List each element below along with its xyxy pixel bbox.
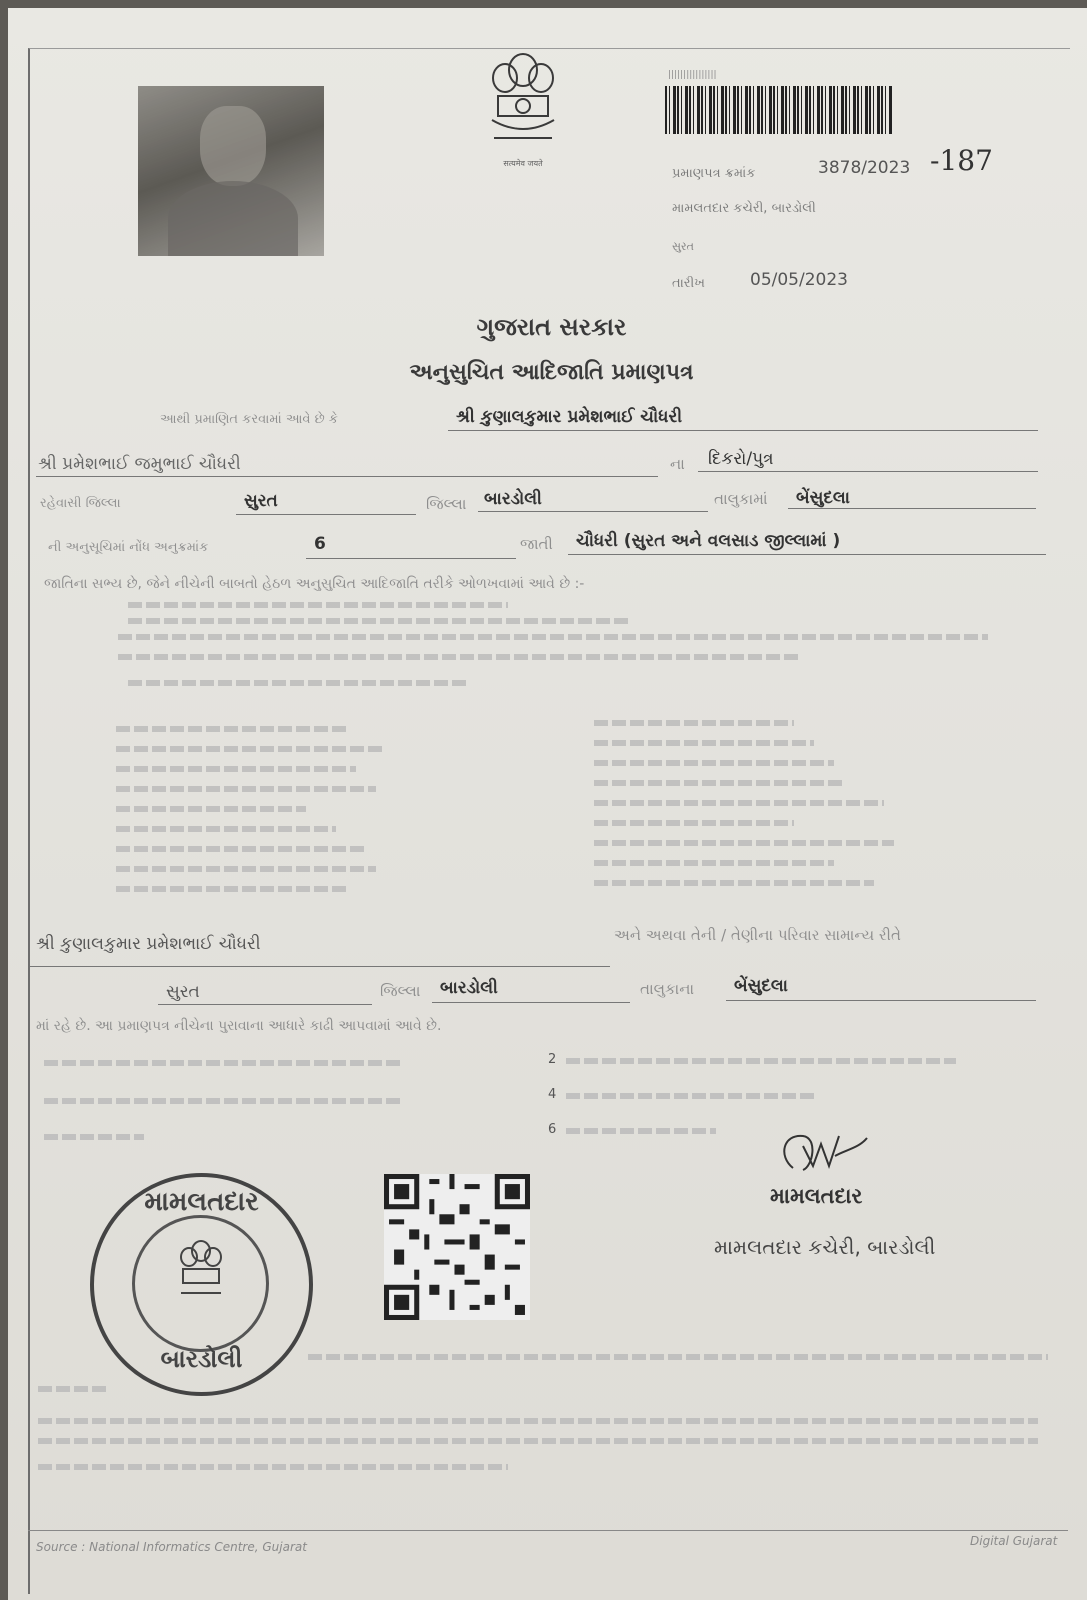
taluka-value-2: બારડોલી (440, 978, 498, 998)
family-text: અને અથવા તેની / તેણીના પરિવાર સામાન્ય રીતે (614, 926, 901, 944)
national-emblem-icon (478, 48, 568, 178)
village-label: તાલુકામાં (714, 490, 768, 508)
cert-no-label: પ્રમાણપત્ર ક્રમાંક (672, 166, 756, 181)
district-label: રહેવાસી જિલ્લા (40, 496, 121, 511)
issue-date: 05/05/2023 (750, 270, 848, 290)
doc-item-2: 4 (548, 1087, 557, 1102)
signatory-title: મામલતદાર (770, 1184, 863, 1208)
official-seal: મામલતદાર બારડોલી (90, 1173, 313, 1396)
signature-mark (773, 1126, 873, 1186)
village-value: બેંસુદલા (796, 488, 850, 508)
barcode-number: |||||||||||||||| (668, 70, 717, 80)
entry-no: 6 (314, 534, 326, 554)
footer-brand: Digital Gujarat (970, 1534, 1058, 1548)
village-value-2: બેંસુદલા (734, 976, 788, 996)
tribe-label: જાતી (520, 535, 553, 553)
relation-label: ના (670, 455, 685, 473)
doc-item-3: 6 (548, 1122, 557, 1137)
date-label: તારીખ (672, 276, 705, 291)
recognition-text: જાતિના સભ્ય છે, જેને નીચેની બાબતો હેઠળ અનુસુચિત આદિજાતિ તરીકે ઓળખવામાં આવે છે :- (44, 576, 585, 592)
seal-emblem-icon (171, 1237, 231, 1317)
tribe-value: ચૌધરી (સુરત અને વલસાડ જીલ્લામાં ) (576, 531, 841, 551)
taluka-label: જિલ્લા (426, 495, 467, 513)
father-name: શ્રી પ્રમેશભાઈ જમુભાઈ ચૌધરી (38, 454, 241, 474)
applicant-photo (138, 86, 324, 256)
barcode (665, 86, 893, 134)
cert-suffix-handwritten: -187 (930, 144, 993, 177)
svg-text:सत्यमेव जयते: सत्यमेव जयते (503, 159, 543, 168)
header-office: મામલતદાર કચેરી, બારડોલી (672, 201, 816, 216)
qr-code (384, 1174, 530, 1320)
doc-item-1: 2 (548, 1052, 557, 1067)
village-label-2: તાલુકાના (640, 980, 695, 998)
holder-name: શ્રી કુણાલકુમાર પ્રમેશભાઈ ચૌધરી (456, 407, 683, 427)
intro-text: આથી પ્રમાણિત કરવામાં આવે છે કે (160, 412, 338, 427)
holder-name-2: શ્રી કુણાલકુમાર પ્રમેશભાઈ ચૌધરી (36, 934, 261, 954)
relation-value: દિકરો/પુત્ર (708, 449, 774, 469)
taluka-value: બારડોલી (484, 489, 542, 509)
district-value-2: સુરત (166, 982, 200, 1002)
certificate-title: અનુસુચિત આદિજાતિ પ્રમાણપત્ર (409, 360, 694, 385)
district-value: સુરત (244, 491, 278, 511)
certificate-paper (8, 8, 1087, 1600)
cert-no: 3878/2023 (818, 158, 911, 178)
entry-no-label: ની અનુસૂચિમાં નોંધ અનુક્રમાંક (48, 540, 209, 555)
header-place: સુરત (672, 240, 694, 253)
taluka-label-2: જિલ્લા (380, 982, 421, 1000)
government-title: ગુજરાત સરકાર (476, 313, 627, 341)
footer-source: Source : National Informatics Centre, Gujarat (36, 1540, 307, 1554)
signatory-office: મામલતદાર કચેરી, બારડોલી (714, 1235, 936, 1259)
issue-basis-text: માં રહે છે. આ પ્રમાણપત્ર નીચેના પુરાવાના આધારે કાઢી આપવામાં આવે છે. (36, 1018, 442, 1034)
